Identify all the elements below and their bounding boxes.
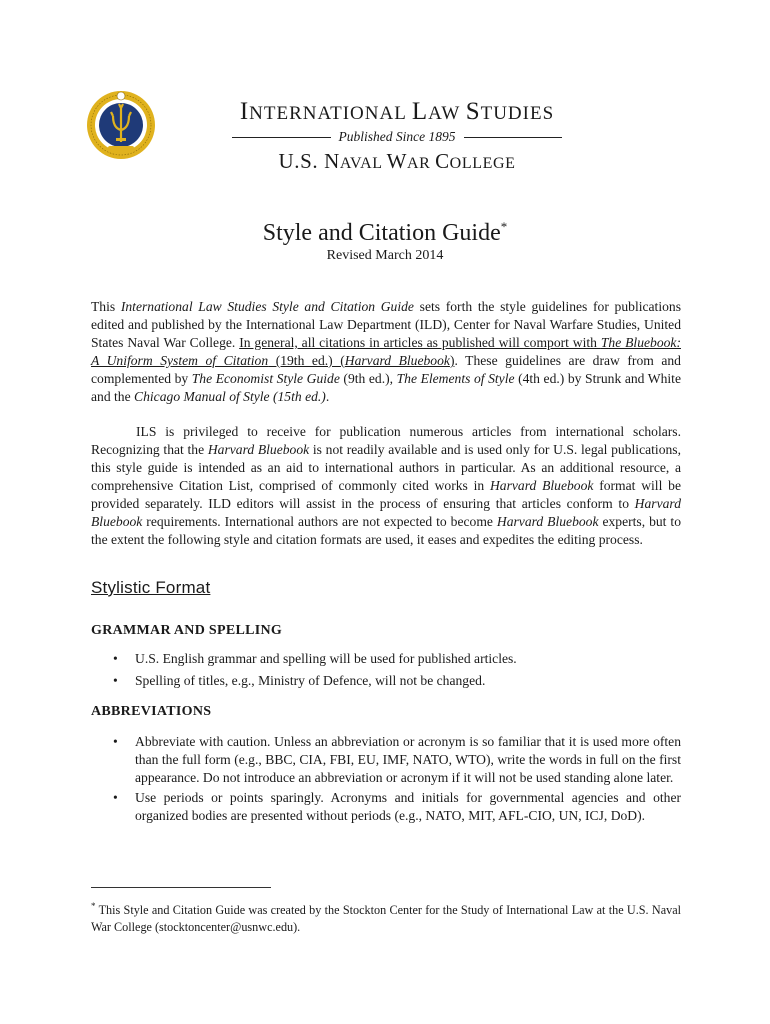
list-item: • U.S. English grammar and spelling will be used for published articles. <box>113 651 517 666</box>
masthead-subtitle-row <box>232 129 562 145</box>
list-item: • Use periods or points sparingly. Acronyms and initials for governmental agencies and other organized bodies are presented without periods (e.g., NATO, MIT, AFL-CIO, UN, ICJ, DoD). <box>113 790 681 823</box>
footnote-mark: * <box>91 901 96 911</box>
masthead-college: U.S. NAVAL WAR COLLEGE <box>278 149 516 173</box>
revision-date: Revised March 2014 <box>326 248 444 263</box>
document-title: Style and Citation Guide* <box>262 219 508 246</box>
bullet-icon: • <box>113 790 118 805</box>
abbreviations-list <box>91 733 681 827</box>
footnote: * This Style and Citation Guide was created by the Stockton Center for the Study of International Law at the U.S. Naval War College (stocktoncenter@usnwc.edu). <box>91 901 681 935</box>
title-footnote-mark: * <box>500 219 508 234</box>
grammar-heading: GRAMMAR AND SPELLING <box>91 623 283 638</box>
list-item: • Abbreviate with caution. Unless an abbreviation or acronym is so familiar that it is used more often than the full form (e.g., BBC, CIA, FBI, EU, IMF, NATO, WTO), write the words in full on the first appearance. Do not introduce an abbreviation or acronym if it will not be used standing alone later. <box>113 734 681 785</box>
intro-paragraph-2: ILS is privileged to receive for publication numerous articles from international scholars. Recognizing that the Harvard Bluebook is not readily available and is used only for U.S. legal publications, this style guide is intended as an aid to international authors in particular. As an additional resource, a comprehensive Citation List, comprised of commonly cited works in Harvard Bluebook format will be provided separately. ILD editors will assist in the process of ensuring that articles conform to Harvard Bluebook requirements. International authors are not expected to become Harvard Bluebook experts, but to the extent the following style and citation formats are used, it eases and expedites the editing process. <box>91 424 681 547</box>
right-rule <box>464 137 563 138</box>
bullet-icon: • <box>113 673 118 688</box>
naval-war-college-seal-icon <box>86 90 156 160</box>
intro-paragraph-1: This International Law Studies Style and Citation Guide sets forth the style guidelines for publications edited and published by the International Law Department (ILD), Center for Naval Warfare Studies, United States Naval War College. In general, all citations in articles as published will comport with The Bluebook: A Uniform System of Citation (19th ed.) (Harvard Bluebook). These guidelines are draw from and complemented by The Economist Style Guide (9th ed.), The Elements of Style (4th ed.) by Strunk and White and the Chicago Manual of Style (15th ed.). <box>91 299 681 404</box>
section-title: Stylistic Format <box>91 578 211 597</box>
footnote-divider <box>91 887 271 888</box>
masthead-title: INTERNATIONAL LAW STUDIES <box>239 98 555 125</box>
grammar-list <box>91 650 681 694</box>
list-item: • Spelling of titles, e.g., Ministry of Defence, will not be changed. <box>113 673 486 688</box>
bullet-icon: • <box>113 651 118 666</box>
masthead <box>232 97 562 176</box>
bullet-icon: • <box>113 734 118 749</box>
masthead-subtitle: Published Since 1895 <box>338 129 456 144</box>
left-rule <box>232 137 331 138</box>
abbreviations-heading: ABBREVIATIONS <box>91 704 212 719</box>
